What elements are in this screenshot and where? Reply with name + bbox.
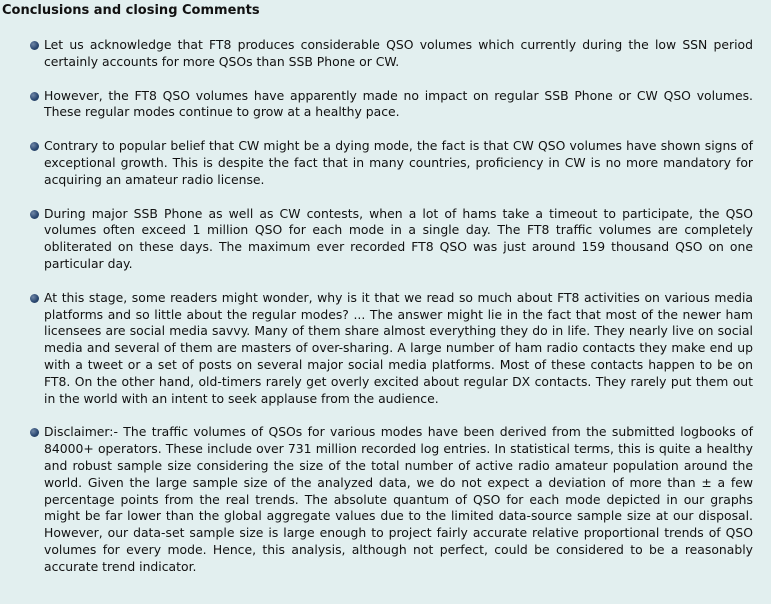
list-item-text: Disclaimer:- The traffic volumes of QSOs for various modes have been derived from the submitted logbooks of 84000+ operators. These include over 731 million recorded log entries. In statistical terms, this is quite a healthy and robust sample size considering the size of the total number of active radio amateur population around the world. Given the large sample size of the analyzed data, we do not expect a deviation of more than ± a few percentage points from the real trends. The absolute quantum of QSO for each mode depicted in our graphs might be far lower than the global aggregate values due to the limited data-source sample size at our disposal. However, our data-set sample size is large enough to project fairly accurate relative proportional trends of QSO volumes for every mode. Hence, this analysis, although not perfect, could be considered to be a reasonably accurate trend indicator. (44, 424, 753, 574)
list-item-text: However, the FT8 QSO volumes have apparently made no impact on regular SSB Phone or CW QSO volumes. These regular modes continue to grow at a healthy pace. (44, 87, 753, 120)
list-item-text: Let us acknowledge that FT8 produces considerable QSO volumes which currently during the low SSN period certainly accounts for more QSOs than SSB Phone or CW. (44, 37, 753, 69)
list-item-text: Contrary to popular belief that CW might be a dying mode, the fact is that CW QSO volumes have shown signs of exceptional growth. This is despite the fact that in many countries, proficiency in CW is no more mandatory for acquiring an amateur radio license. (44, 138, 753, 187)
section-heading: Conclusions and closing Comments (2, 3, 260, 18)
bullet-icon (30, 428, 39, 437)
bullet-icon (30, 142, 39, 151)
bullet-icon (30, 294, 39, 303)
list-item (44, 206, 753, 273)
list-item (44, 138, 753, 188)
list-item-text: During major SSB Phone as well as CW contests, when a lot of hams take a timeout to participate, the QSO volumes often exceed 1 million QSO for each mode in a single day. The FT8 traffic volumes are completely obliterated on these days. The maximum ever recorded FT8 QSO was just around 159 thousand QSO on one particular day. (44, 205, 753, 271)
bullet-icon (30, 41, 39, 50)
bullet-list (2, 37, 753, 576)
list-item (44, 290, 753, 408)
list-item (44, 88, 753, 122)
bullet-icon (30, 210, 39, 219)
bullet-icon (30, 92, 39, 101)
list-item (44, 37, 753, 71)
list-item (44, 424, 753, 575)
list-item-text: At this stage, some readers might wonder, why is it that we read so much about FT8 activities on various media platforms and so little about the regular modes? ... The answer might lie in the fact that most of the newer ham licensees are social media savvy. Many of them share almost everything they do in life. They nearly live on social media and several of them are masters of over-sharing. A large number of ham radio contacts they make end up with a tweet or a set of posts on several major social media platforms. Most of these contacts happen to be on FT8. On the other hand, old-timers rarely get overly excited about regular DX contacts. They rarely put them out in the world with an intent to seek applause from the audience. (44, 289, 753, 406)
